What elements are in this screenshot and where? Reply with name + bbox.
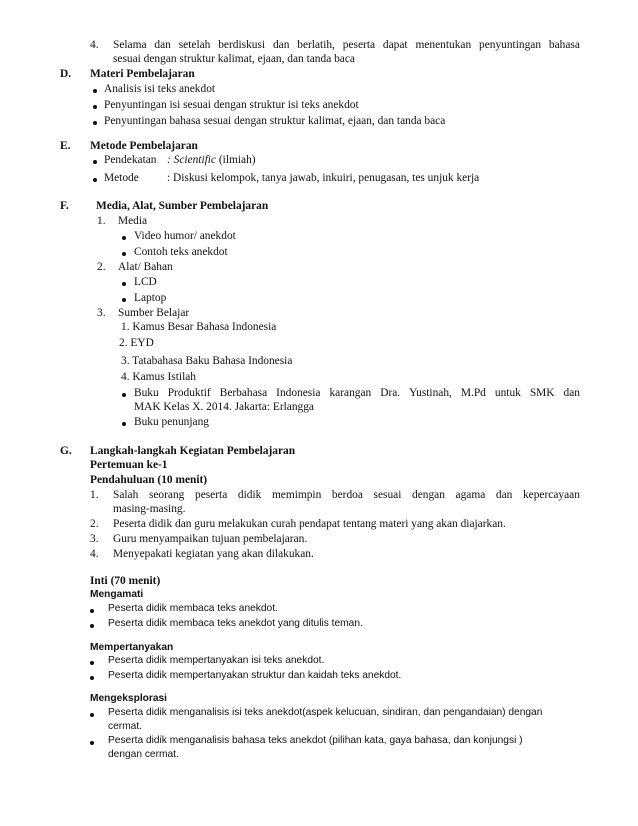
pertemuan-heading: Pertemuan ke-1 xyxy=(90,459,168,471)
step-number: 1. xyxy=(90,489,99,501)
section-g-title: Langkah-langkah Kegiatan Pembelajaran xyxy=(90,445,296,457)
media-label: Media xyxy=(118,215,148,227)
sumber-item: 4. Kamus Istilah xyxy=(121,371,196,383)
intro-item-number: 4. xyxy=(90,39,99,51)
justified-word: dan xyxy=(495,489,513,501)
intro-item-line2: sesuai dengan struktur kalimat, ejaan, dan tanda baca xyxy=(113,53,355,65)
metode-label: Metode xyxy=(104,172,139,184)
justified-word: Buku xyxy=(134,387,159,399)
alat-item: LCD xyxy=(134,276,157,288)
pendahuluan-heading: Pendahuluan (10 menit) xyxy=(90,474,208,486)
bullet-icon xyxy=(90,661,94,665)
justified-word: berlatih, xyxy=(297,39,335,51)
justified-word: dan xyxy=(272,39,290,51)
justified-word: didik xyxy=(237,489,262,501)
mengeksplorasi-item-1-line2: cermat. xyxy=(108,721,142,732)
alat-label: Alat/ Bahan xyxy=(118,261,173,273)
bullet-icon xyxy=(90,624,94,628)
justified-word: Indonesia xyxy=(276,387,321,399)
justified-word: setelah xyxy=(178,39,211,51)
pendekatan-value-italic: : Scientific xyxy=(167,154,217,166)
section-e-letter: E. xyxy=(60,140,71,152)
bullet-icon xyxy=(93,89,97,93)
step-text: Guru menyampaikan tujuan pembelajaran. xyxy=(113,533,308,545)
pendekatan-value-rest: (ilmiah) xyxy=(218,154,256,166)
mengamati-item: Peserta didik membaca teks anekdot yang ditulis teman. xyxy=(108,618,363,629)
justified-word: berdiskusi xyxy=(218,39,266,51)
justified-word: SMK xyxy=(529,387,555,399)
justified-word: menentukan xyxy=(415,39,472,51)
bullet-icon xyxy=(93,121,97,125)
bullet-icon xyxy=(122,422,126,426)
justified-word: peserta xyxy=(195,489,228,501)
buku-penunjang: Buku penunjang xyxy=(134,416,209,428)
section-d-item: Penyuntingan isi sesuai dengan struktur isi teks anekdot xyxy=(104,99,359,111)
mengeksplorasi-heading: Mengeksplorasi xyxy=(90,693,167,704)
step-number: 3. xyxy=(90,533,99,545)
alat-item: Laptop xyxy=(134,292,167,304)
section-f-letter: F. xyxy=(60,200,69,212)
bullet-icon xyxy=(122,282,126,286)
justified-word: Selama xyxy=(113,39,147,51)
bullet-icon xyxy=(122,252,126,256)
section-e-title: Metode Pembelajaran xyxy=(90,140,198,152)
justified-word: agama xyxy=(455,489,486,501)
justified-word: peserta xyxy=(342,39,376,51)
justified-word: berdoa xyxy=(331,489,363,501)
step-number: 4. xyxy=(90,548,99,560)
step-1-line1 xyxy=(113,488,580,502)
justified-word: seorang xyxy=(148,489,185,501)
step-number: 2. xyxy=(90,518,99,530)
bullet-icon xyxy=(122,298,126,302)
justified-word: kepercayaan xyxy=(522,489,580,501)
justified-word: dengan xyxy=(412,489,445,501)
justified-word: penyuntingan xyxy=(479,39,542,51)
mengeksplorasi-item-2-line1: Peserta didik menganalisis bahasa teks anekdot (pilihan kata, gaya bahasa, dan konjungsi ) xyxy=(108,735,523,746)
bullet-icon xyxy=(122,393,126,397)
justified-word: bahasa xyxy=(548,39,580,51)
bullet-icon xyxy=(93,105,97,109)
section-d-item: Analisis isi teks anekdot xyxy=(104,83,216,95)
step-1-line2: masing-masing. xyxy=(113,503,186,515)
pendekatan-label: Pendekatan xyxy=(104,154,157,166)
sumber-item: 1. Kamus Besar Bahasa Indonesia xyxy=(121,321,277,333)
bullet-icon xyxy=(90,676,94,680)
pendekatan-value xyxy=(167,153,256,167)
step-text: Peserta didik dan guru melakukan curah pendapat tentang materi yang akan diajarkan. xyxy=(113,518,506,530)
bullet-icon xyxy=(93,178,97,182)
justified-word: M.Pd xyxy=(460,387,486,399)
justified-word: dapat xyxy=(382,39,408,51)
mengeksplorasi-item-2-line2: dengan cermat. xyxy=(108,749,179,760)
section-d-item: Penyuntingan bahasa sesuai dengan struktur kalimat, ejaan, dan tanda baca xyxy=(104,115,446,127)
justified-word: dan xyxy=(154,39,171,51)
justified-word: Dra. xyxy=(380,387,401,399)
justified-word: dan xyxy=(563,387,580,399)
section-g-letter: G. xyxy=(60,445,72,457)
mempertanyakan-item: Peserta didik mempertanyakan struktur dan kaidah teks anekdot. xyxy=(108,670,402,681)
mempertanyakan-heading: Mempertanyakan xyxy=(90,642,174,653)
sumber-number: 3. xyxy=(97,307,106,319)
section-d-letter: D. xyxy=(60,68,72,80)
bullet-icon xyxy=(90,741,94,745)
inti-heading: Inti (70 menit) xyxy=(90,575,161,587)
justified-word: Yustinah, xyxy=(409,387,452,399)
media-item: Video humor/ anekdot xyxy=(134,230,236,242)
metode-value: : Diskusi kelompok, tanya jawab, inkuiri, penugasan, tes unjuk kerja xyxy=(167,172,480,184)
mengamati-item: Peserta didik membaca teks anekdot. xyxy=(108,603,278,614)
justified-word: sesuai xyxy=(373,489,402,501)
sumber-label: Sumber Belajar xyxy=(118,307,190,319)
section-f-title: Media, Alat, Sumber Pembelajaran xyxy=(96,200,269,212)
step-text: Menyepakati kegiatan yang akan dilakukan. xyxy=(113,548,314,560)
justified-word: memimpin xyxy=(271,489,322,501)
mengeksplorasi-item-1-line1: Peserta didik menganalisis isi teks anekdot(aspek kelucuan, sindiran, dan pengandaian) dengan xyxy=(108,707,543,718)
mengamati-heading: Mengamati xyxy=(90,589,144,600)
justified-word: Berbahasa xyxy=(219,387,268,399)
media-item: Contoh teks anekdot xyxy=(134,246,228,258)
bullet-icon xyxy=(90,713,94,717)
buku-line2: MAK Kelas X. 2014. Jakarta: Erlangga xyxy=(134,401,314,413)
alat-number: 2. xyxy=(97,261,106,273)
mempertanyakan-item: Peserta didik mempertanyakan isi teks anekdot. xyxy=(108,655,325,666)
buku-line1 xyxy=(134,386,580,400)
intro-item-line1 xyxy=(113,38,580,52)
justified-word: Salah xyxy=(113,489,139,501)
justified-word: karangan xyxy=(329,387,372,399)
bullet-icon xyxy=(93,160,97,164)
section-d-title: Materi Pembelajaran xyxy=(90,68,195,80)
bullet-icon xyxy=(122,236,126,240)
bullet-icon xyxy=(90,609,94,613)
media-number: 1. xyxy=(97,215,106,227)
sumber-item: 2. EYD xyxy=(119,337,154,349)
sumber-item: 3. Tatabahasa Baku Bahasa Indonesia xyxy=(121,355,293,367)
justified-word: untuk xyxy=(494,387,521,399)
justified-word: Produktif xyxy=(167,387,211,399)
